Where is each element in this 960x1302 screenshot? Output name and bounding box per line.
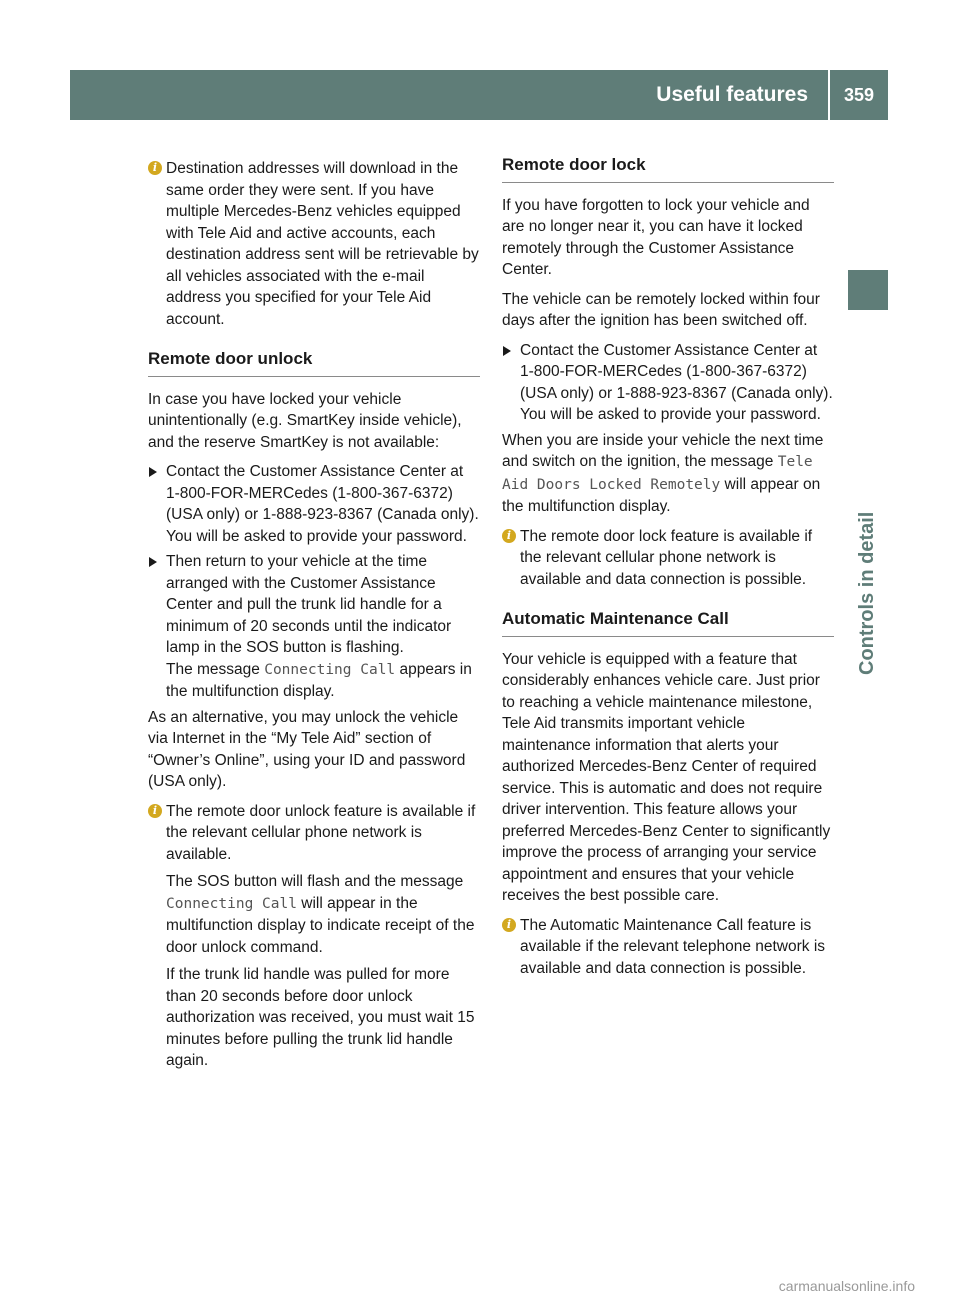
step-note: You will be asked to provide your password. <box>520 406 821 423</box>
info-icon: i <box>502 529 516 543</box>
paragraph: The vehicle can be remotely locked within four days after the ignition has been switched off. <box>502 290 820 329</box>
note-text: The SOS button will flash and the message <box>166 873 464 890</box>
info-note <box>502 526 834 591</box>
info-text: If the trunk lid handle was pulled for more than 20 seconds before door unlock authorization was received, you must wait 15 minutes before pulling the trunk lid handle again. <box>166 966 475 1069</box>
instruction-step <box>148 551 480 703</box>
paragraph-text: will appear on the multifunction display. <box>502 475 821 515</box>
display-message: Connecting Call <box>264 661 396 678</box>
note-text: appears in the multifunction display. <box>166 660 472 700</box>
step-text: Contact the Customer Assistance Center at 1-800-FOR-MERCedes (1-800-367-6372) (USA only) or 1-888-923-8367 (Canada only). <box>166 463 479 523</box>
info-note <box>148 158 480 330</box>
info-text <box>166 871 480 958</box>
info-note <box>502 915 834 980</box>
step-arrow-icon <box>149 467 157 477</box>
display-message: Tele Aid Doors Locked Remotely <box>502 454 813 493</box>
paragraph: Your vehicle is equipped with a feature that considerably enhances vehicle care. Just prior to reaching a vehicle maintenance milestone, Tele Aid transmits important vehicle maintenance information that alerts your authorized Mercedes-Benz Center of required service. This is automatic and does not require driver intervention. This feature allows your preferred Mercedes-Benz Center to significantly improve the process of arranging your service appointment and ensures that your vehicle receives the best possible care. <box>502 650 831 904</box>
info-text: Destination addresses will download in the same order they were sent. If you have multiple Mercedes-Benz vehicles equipped with Tele Aid and active accounts, each destination address sent will be retrievable by all vehicles associated with the e-mail address you specified for your Tele Aid account. <box>166 160 479 328</box>
right-column <box>502 150 834 987</box>
step-note <box>166 659 480 703</box>
paragraph: If you have forgotten to lock your vehicle and are no longer near it, you can have it locked remotely through the Customer Assistance Center. <box>502 196 810 278</box>
page-number: 359 <box>843 85 875 105</box>
left-column <box>148 150 480 1080</box>
info-text: The Automatic Maintenance Call feature is available if the relevant telephone network is available and data connection is possible. <box>520 916 826 977</box>
paragraph-text: When you are inside your vehicle the next time and switch on the ignition, the message <box>502 431 824 470</box>
paragraph: As an alternative, you may unlock the vehicle via Internet in the “My Tele Aid” section of “Owner’s Online”, using your ID and password (USA only). <box>148 708 466 790</box>
display-message: Connecting Call <box>166 895 297 912</box>
instruction-step <box>502 340 834 426</box>
info-icon: i <box>502 918 516 932</box>
note-text: will appear in the multifunction display to indicate receipt of the door unlock command. <box>166 894 475 956</box>
chapter-tab <box>848 120 888 1120</box>
heading-automatic-maintenance-call: Automatic Maintenance Call <box>502 608 834 637</box>
info-icon: i <box>148 804 162 818</box>
step-arrow-icon <box>503 346 511 356</box>
chapter-marker <box>848 270 888 310</box>
chapter-label: Controls in detail <box>856 511 878 675</box>
section-title: Useful features <box>656 83 808 106</box>
paragraph <box>502 430 834 518</box>
heading-remote-door-lock: Remote door lock <box>502 154 834 183</box>
note-text: The message <box>166 660 265 678</box>
info-text: The remote door unlock feature is available if the relevant cellular phone network is available. <box>166 802 476 863</box>
step-text: Then return to your vehicle at the time arranged with the Customer Assistance Center and pull the trunk lid handle for a minimum of 20 seconds until the indicator lamp in the SOS button is flashing. <box>166 553 452 656</box>
info-icon: i <box>148 161 162 175</box>
paragraph: In case you have locked your vehicle unintentionally (e.g. SmartKey inside vehicle), and the reserve SmartKey is not available: <box>148 390 462 451</box>
page-header <box>70 70 888 120</box>
step-note: You will be asked to provide your password. <box>166 527 467 545</box>
step-arrow-icon <box>149 557 157 567</box>
instruction-step <box>148 461 480 547</box>
watermark: carmanualsonline.info <box>778 1278 915 1294</box>
info-text: The remote door lock feature is available if the relevant cellular phone network is available and data connection is possible. <box>520 527 813 588</box>
step-text: Contact the Customer Assistance Center at 1-800-FOR-MERCedes (1-800-367-6372) (USA only) or 1-888-923-8367 (Canada only). <box>520 341 833 402</box>
heading-remote-door-unlock: Remote door unlock <box>148 348 480 377</box>
info-note <box>148 801 480 1072</box>
